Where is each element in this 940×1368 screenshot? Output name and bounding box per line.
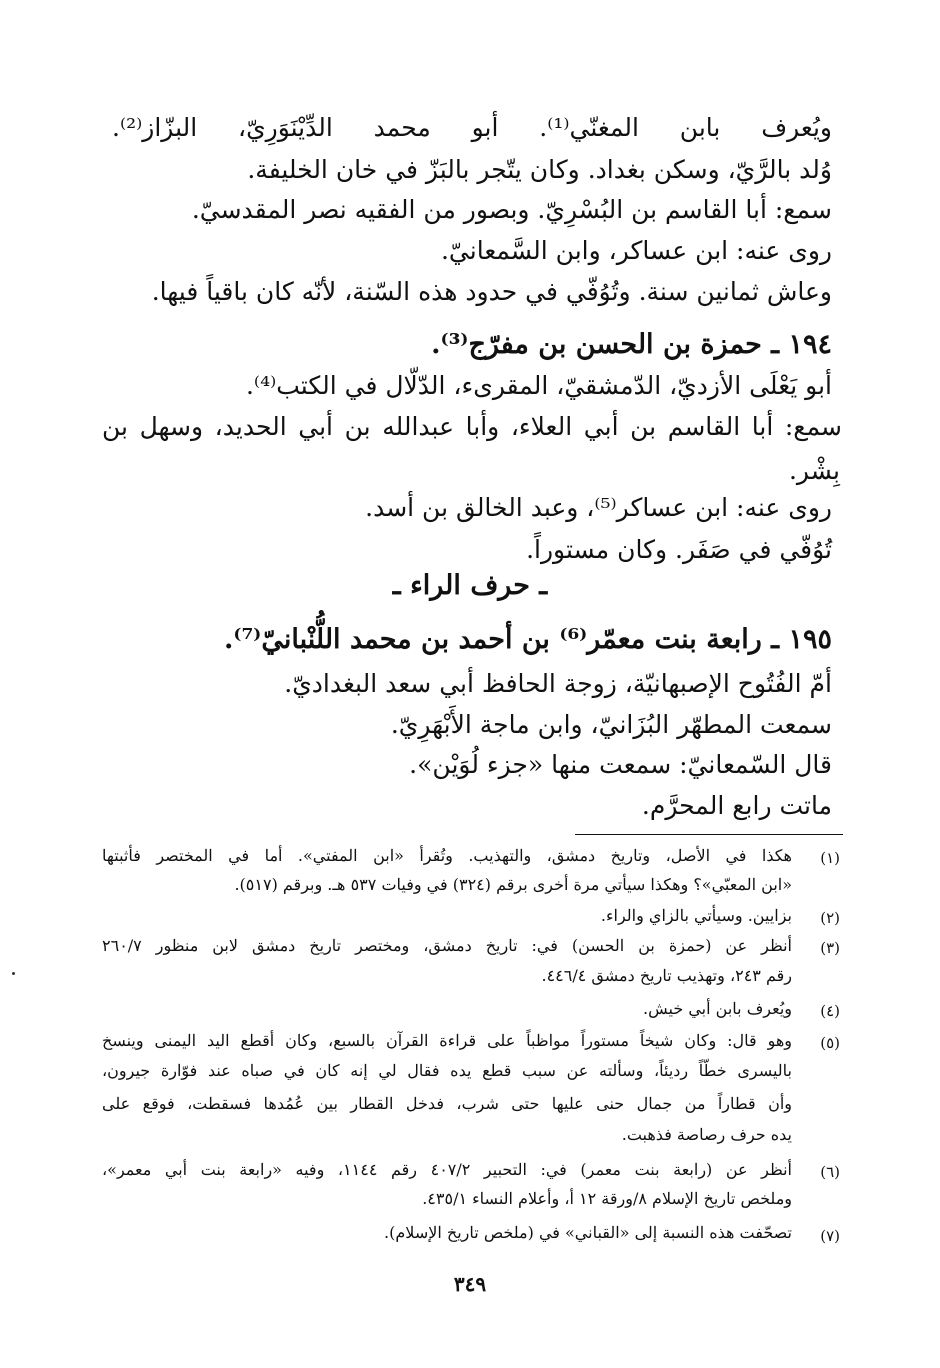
footnote-line: يده حرف رصاصة فذهبت. [621,1125,792,1144]
entry-heading-195: ١٩٥ ـ رابعة بنت معمّر⁽⁶⁾ بن أحمد بن محمد اللُّنْبانيّ⁽⁷⁾. [224,624,832,655]
body-line-7: أبو يَعْلَى الأزديّ، الدّمشقيّ، المقرىء، الدّلّال في الكتب⁽⁴⁾. [245,371,832,400]
footnote-line: ويُعرف بابن أبي خيش. [643,999,792,1018]
footnote-divider [575,834,843,835]
footnote-number: (٥) [820,1034,840,1052]
body-line-9: بِشْر. [788,456,840,485]
body-line-17: ماتت رابع المحرَّم. [641,791,832,820]
footnote-line: هكذا في الأصل، وتاريخ دمشق، والتهذيب. وتُقرأ «ابن المفتي». أما في المختصر فأثبتها [102,846,792,865]
footnote-line: وملخص تاريخ الإسلام ٨/ورقة ١٢ أ، وأعلام النساء ٤٣٥/١. [422,1189,792,1208]
footnote-number: (٤) [820,1002,840,1020]
body-line-3: سمع: أبا القاسم بن البُسْرِيّ. وبصور من الفقيه نصر المقدسيّ. [191,195,832,224]
footnote-number: (٢) [820,909,840,927]
footnote-line: وأن قطاراً من جمال حنى عليها حتى شرب، فدخل القطار بين عُمُدها فسقطت، فوقع على [102,1094,792,1113]
footnote-line: وهو قال: وكان شيخاً مستوراً مواظباً على قراءة القرآن بالسبع، وكان أقطع اليد اليمنى وينسخ [102,1031,792,1050]
scan-speck [12,972,15,975]
footnote-line: تصحّفت هذه النسبة إلى «القباني» في (ملخص تاريخ الإسلام). [384,1223,792,1242]
body-line-16: قال السّمعانيّ: سمعت منها «جزء لُوَيْن». [409,750,832,779]
footnote-number: (٦) [820,1163,840,1181]
body-line-2: وُلد بالرَّيّ، وسكن بغداد. وكان يتّجر بالبَزّ في خان الخليفة. [247,155,832,184]
section-heading-ra: ـ حرف الراء ـ [392,570,548,601]
body-line-10: روى عنه: ابن عساكر⁽⁵⁾، وعبد الخالق بن أسد. [365,493,832,522]
footnote-line: بزايين. وسيأتي بالزاي والراء. [600,906,792,925]
entry-heading-194: ١٩٤ ـ حمزة بن الحسن بن مفرّج⁽³⁾. [431,329,832,360]
footnote-line: «ابن المعبّي»؟ وهكذا سيأتي مرة أخرى برقم (٣٢٤) في وفيات ٥٣٧ هـ. وبرقم (٥١٧). [234,875,792,894]
body-line-4: روى عنه: ابن عساكر، وابن السَّمعانيّ. [440,236,832,265]
body-line-1: ويُعرف بابن المغنّي⁽¹⁾. أبو محمد الدِّيْنَوَرِيّ، البزّاز⁽²⁾. [112,113,833,142]
body-line-14: أمّ الفُتُوح الإصبهانيّة، زوجة الحافظ أبي سعد البغداديّ. [284,669,832,698]
footnote-number: (٣) [820,939,840,957]
footnote-number: (١) [820,849,840,867]
footnote-line: باليسرى خطّاً رديئاً، وسألته عن سبب قطع يده فقال لي إنه كان في صباه عند فوّارة جيرون، [102,1061,792,1080]
body-line-5: وعاش ثمانين سنة. وتُوُفّي في حدود هذه السّنة، لأنّه كان باقياً فيها. [151,277,832,306]
page-number: ٣٤٩ [453,1272,487,1296]
footnote-line: أنظر عن (حمزة بن الحسن) في: تاريخ دمشق، ومختصر تاريخ دمشق لابن منظور ٢٦٠/٧ [102,936,792,955]
footnote-line: أنظر عن (رابعة بنت معمر) في: التحبير ٤٠٧/٢ رقم ١١٤٤، وفيه «رابعة بنت أبي معمر»، [102,1160,793,1179]
body-line-11: تُوُفّي في صَفَر. وكان مستوراً. [526,535,832,564]
footnote-number: (٧) [820,1227,840,1245]
body-line-15: سمعت المطهّر البُزَانيّ، وابن ماجة الأَبْهَرِيّ. [390,710,832,739]
body-line-8: سمع: أبا القاسم بن أبي العلاء، وأبا عبدالله بن أبي الحديد، وسهل بن [102,412,842,441]
footnote-line: رقم ٢٤٣، وتهذيب تاريخ دمشق ٤٤٦/٤. [541,966,792,985]
